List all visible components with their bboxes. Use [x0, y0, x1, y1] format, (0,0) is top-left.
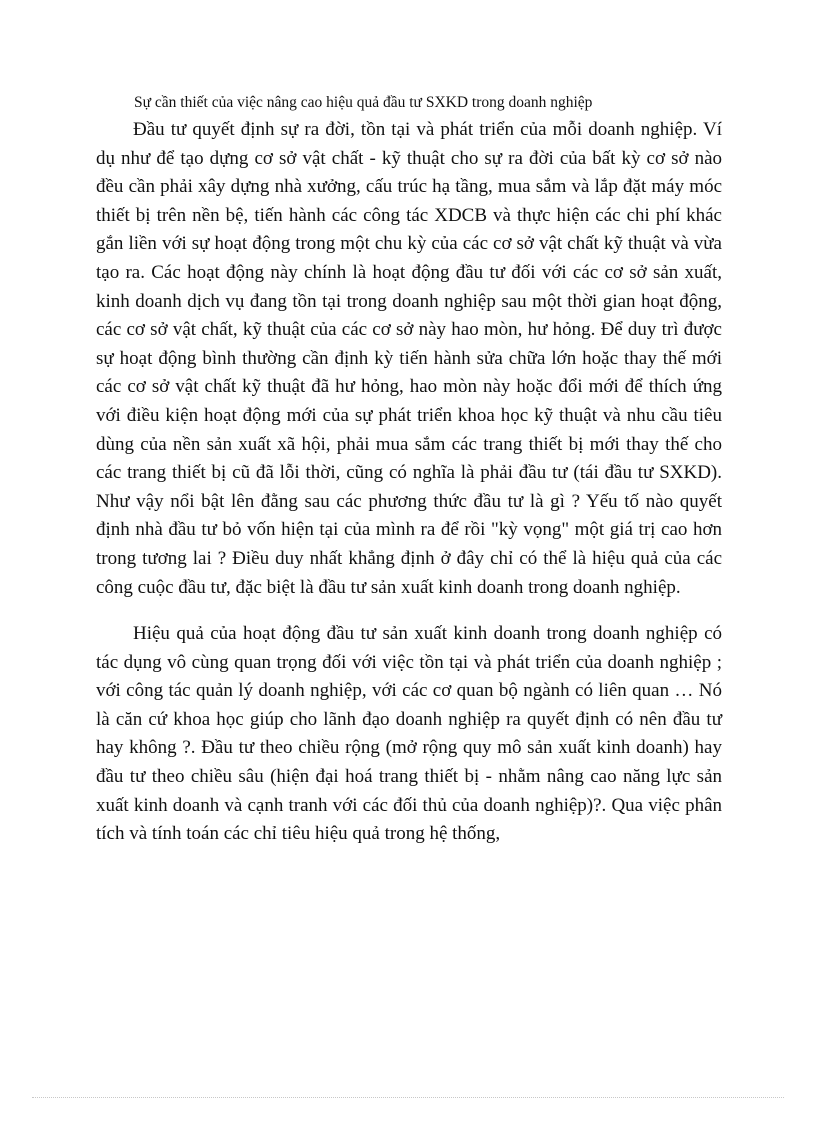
page-bottom-divider [32, 1097, 784, 1098]
paragraph-2: Hiệu quả của hoạt động đầu tư sản xuất kinh doanh trong doanh nghiệp có tác dụng vô cùng quan trọng đối với việc tồn tại và phát triển của doanh nghiệp ; với công tác quản lý doanh nghiệp, với các cơ quan bộ ngành có liên quan … Nó là căn cứ khoa học giúp cho lãnh đạo doanh nghiệp ra quyết định có nên đầu tư hay không ?. Đầu tư theo chiều rộng (mở rộng quy mô sản xuất kinh doanh) hay đầu tư theo chiều sâu (hiện đại hoá trang thiết bị - nhằm nâng cao năng lực sản xuất kinh doanh và cạnh tranh với các đối thủ của doanh nghiệp)?. Qua việc phân tích và tính toán các chỉ tiêu hiệu quả trong hệ thống, [96, 623, 722, 845]
section-heading: Sự cần thiết của việc nâng cao hiệu quả đầu tư SXKD trong doanh nghiệp [134, 94, 593, 111]
document-page [96, 92, 722, 849]
paragraph-1: Đầu tư quyết định sự ra đời, tồn tại và phát triển của mỗi doanh nghiệp. Ví dụ như để tạo dựng cơ sở vật chất - kỹ thuật cho sự ra đời của bất kỳ cơ sở nào đều cần phải xây dựng nhà xưởng, cấu trúc hạ tầng, mua sắm và lắp đặt máy móc thiết bị trên nền bệ, tiến hành các công tác XDCB và thực hiện các chi phí khác gắn liền với sự hoạt động trong một chu kỳ của các cơ sở vật chất kỹ thuật và vừa tạo ra. Các hoạt động này chính là hoạt động đầu tư đối với các cơ sở sản xuất, kinh doanh dịch vụ đang tồn tại trong doanh nghiệp sau một thời gian hoạt động, các cơ sở vật chất, kỹ thuật của các cơ sở này hao mòn, hư hỏng. Để duy trì được sự hoạt động bình thường cần định kỳ tiến hành sửa chữa lớn hoặc thay thế mới các cơ sở vật chất kỹ thuật đã hư hỏng, hao mòn này hoặc đổi mới để thích ứng với điều kiện hoạt động mới của sự phát triển khoa học kỹ thuật và nhu cầu tiêu dùng của nền sản xuất xã hội, phải mua sắm các trang thiết bị mới thay thế cho các trang thiết bị cũ đã lỗi thời, cũng có nghĩa là phải đầu tư (tái đầu tư SXKD). Như vậy nổi bật lên đằng sau các phương thức đầu tư là gì ? Yếu tố nào quyết định nhà đầu tư bỏ vốn hiện tại của mình ra để rồi "kỳ vọng" một giá trị cao hơn trong tương lai ? Điều duy nhất khẳng định ở đây chỉ có thể là hiệu quả của các công cuộc đầu tư, đặc biệt là đầu tư sản xuất kinh doanh trong doanh nghiệp. [96, 119, 722, 598]
